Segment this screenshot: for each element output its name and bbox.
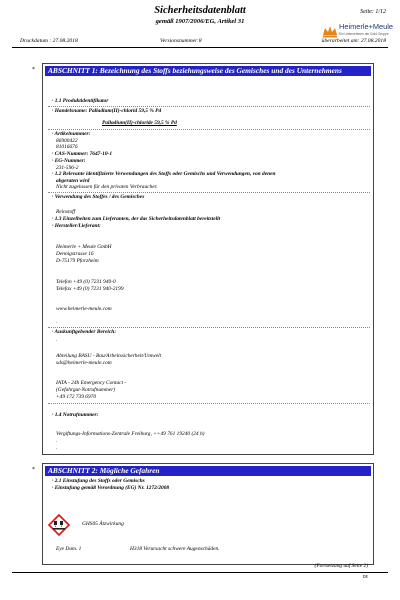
logo-subtext: Ein Unternehmen der Gold-Gruppe	[339, 32, 389, 36]
change-marker: *	[32, 67, 35, 73]
article-number-1: 86900422	[56, 137, 78, 144]
divider	[48, 192, 370, 193]
hazard-statement: H318 Verursacht schwere Augenschäden.	[130, 546, 220, 552]
divider	[48, 106, 370, 107]
section-1-heading: ABSCHNITT 1: Bezeichnung des Stoffs beziehungsweise des Gemisches und des Unternehmens	[45, 66, 371, 76]
ec-number-label: · EG-Nummer:	[52, 158, 86, 164]
use-of-substance-label: · Verwendung des Stoffes / des Gemisches	[52, 194, 145, 200]
company-fax: Telefax +49 (0) 7231 940-2199	[56, 286, 124, 292]
ghs05-label: GHS05 Ätzwirkung	[82, 521, 124, 527]
company-city: D-75179 Pforzheim	[56, 258, 99, 264]
classification-heading: · 2.1 Einstufung des Stoffs oder Gemischs	[52, 478, 145, 484]
document-title: Sicherheitsdatenblatt	[154, 5, 246, 16]
supplier-details-heading: · 1.3 Einzelheiten zum Lieferanten, der das Sicherheitsdatenblatt bereitstellt	[52, 216, 221, 222]
logo-text: Heimerle+Meule	[339, 22, 394, 31]
change-marker: *	[32, 467, 35, 473]
manufacturer-label: · Hersteller/Lieferant:	[52, 223, 101, 229]
bullet: ·	[56, 320, 58, 326]
emergency-number-label: · 1.4 Notrufnummer:	[52, 412, 99, 418]
page-number: Seite: 1/12	[360, 9, 386, 15]
bullet: ·	[56, 439, 58, 445]
ec-number: 231-596-2	[56, 164, 79, 171]
document-subtitle: gemäß 1907/2006/EG, Artikel 31	[155, 18, 245, 25]
department-email[interactable]: sds@heimerle-meule.com	[56, 360, 112, 366]
hazard-class: Eye Dam. 1	[56, 546, 82, 552]
ghs05-corrosion-icon	[48, 514, 70, 536]
bullet: ·	[56, 446, 58, 452]
department-name: Abteilung BASU - Bau/Arbeitssicherheit/Umwelt	[56, 353, 162, 359]
footer-divider	[12, 572, 388, 573]
divider	[48, 129, 370, 130]
trade-name-en: Palladium(II)-chloride 59,5 % Pd	[102, 120, 177, 126]
language-code: DE	[362, 574, 368, 579]
product-identifier-label: · 1.1 Produktidentifikator	[52, 98, 109, 104]
iata-contact-phone: +49 172 739 6970	[56, 394, 97, 400]
company-phone: Telefon +49 (0) 7231 940-0	[56, 279, 116, 285]
header-divider	[12, 47, 388, 48]
print-date: Druckdatum : 27.08.2018	[20, 38, 78, 44]
company-name: Heimerle + Meule GmbH	[56, 244, 112, 250]
revision-date: überarbeitet am: 27.08.2018	[321, 38, 386, 44]
divider	[48, 403, 370, 404]
company-website[interactable]: www.heimerle-meule.com	[56, 306, 112, 312]
divider	[48, 327, 370, 328]
bullet: ·	[56, 338, 58, 344]
company-street: Dennigstrasse 16	[56, 251, 94, 257]
article-number-2: 81016676	[56, 144, 78, 150]
relevant-uses-heading-cont: abgeraten wird	[56, 177, 90, 184]
iata-contact-note: (Gefahrgut-Notrufnummer)	[56, 387, 116, 393]
use-of-substance: Reinstoff	[56, 209, 76, 215]
not-for-consumers: Nicht zugelassen für den privaten Verbraucher.	[56, 184, 158, 190]
version-number: Versionsnummer 8	[160, 38, 202, 44]
classification-regulation: · Einstufung gemäß Verordnung (EG) Nr. 1272/2008	[52, 485, 170, 491]
article-number-label: · Artikelnummer:	[52, 131, 91, 137]
continued-note: (Fortsetzung auf Seite 2)	[314, 563, 368, 569]
trade-name: · Handelsname: Palladium(II)-chlorid 59,5 % Pd	[52, 108, 162, 114]
relevant-uses-heading: · 1.2 Relevante identifizierte Verwendungen des Stoffs oder Gemischs und Verwendungen, von denen	[52, 171, 276, 177]
cas-number: · CAS-Nummer: 7647-10-1	[52, 151, 113, 157]
iata-contact: IATA - 24h Emergency Contact -	[56, 380, 127, 386]
emergency-number: Vergiftungs-Informations-Zentrale Freiburg, ++49 761 19240 (24 h)	[56, 431, 205, 437]
section-2-heading: ABSCHNITT 2: Mögliche Gefahren	[45, 466, 371, 476]
information-department-label: · Auskunftgebender Bereich:	[52, 329, 117, 335]
